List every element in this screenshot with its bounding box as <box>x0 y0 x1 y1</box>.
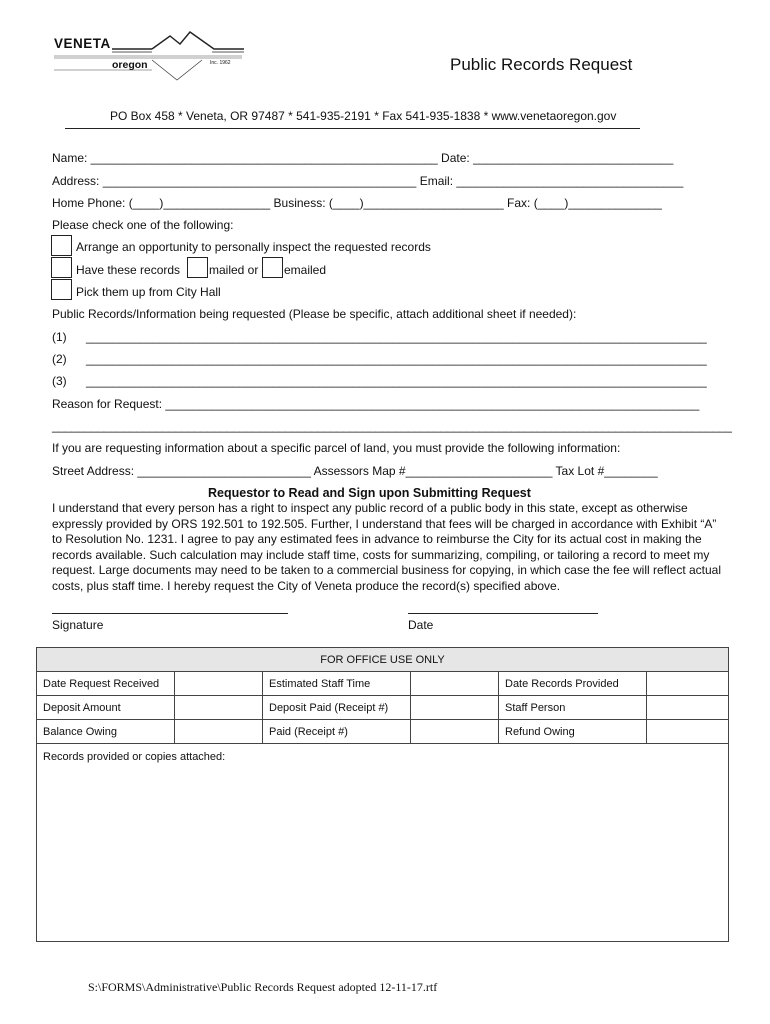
logo-inc: Inc. 1962 <box>210 60 231 66</box>
sign-heading: Requestor to Read and Sign upon Submitting Request <box>208 486 531 500</box>
inspect-option-label: Arrange an opportunity to personally inspect the requested records <box>76 240 431 254</box>
table-cell-input[interactable] <box>175 696 263 720</box>
logo-city: oregon <box>112 59 148 71</box>
records-provided-box[interactable] <box>36 743 729 942</box>
have-records-checkbox[interactable] <box>51 257 72 278</box>
request-item-line[interactable]: _____________________________________________________________________________________________ <box>86 352 707 366</box>
request-item-number: (3) <box>52 374 67 388</box>
table-cell-input[interactable] <box>647 720 729 744</box>
office-use-header: FOR OFFICE USE ONLY <box>37 648 729 672</box>
table-cell-input[interactable] <box>411 720 499 744</box>
pickup-checkbox[interactable] <box>51 279 72 300</box>
sign-paragraph: I understand that every person has a right to inspect any public record of a public body in this state, except as otherwise expressly provided by ORS 192.501 to 192.505. Further, I understand that fees will be charged in accordance with Exhibit “A” to Resolution No. 1231. I agree to pay any estimated fees in advance to reimburse the City for its actual cost in making the records available. Such calculation may include staff time, costs for summarizing, compiling, or tailoring a record to meet my request. Large documents may need to be taken to a commercial business for copying, in which case the fee will reflect actual costs, plus staff time. I hereby request the City of Veneta produce the record(s) specified above. <box>52 501 722 593</box>
header-divider <box>65 128 640 129</box>
address-email-field[interactable]: Address: _______________________________________________ Email: __________________________________ <box>52 174 684 188</box>
table-cell-label: Refund Owing <box>499 720 647 744</box>
mailed-checkbox[interactable] <box>187 257 208 278</box>
table-cell-input[interactable] <box>411 696 499 720</box>
page-title: Public Records Request <box>450 55 633 74</box>
table-cell-input[interactable] <box>175 672 263 696</box>
parcel-fields[interactable]: Street Address: __________________________ Assessors Map #______________________ Tax Lot #________ <box>52 464 658 478</box>
office-use-table <box>36 647 729 744</box>
table-cell-label: Deposit Paid (Receipt #) <box>263 696 411 720</box>
have-records-label: Have these records <box>76 263 181 277</box>
name-date-field[interactable]: Name: ____________________________________________________ Date: ______________________________ <box>52 151 674 165</box>
pickup-option-label: Pick them up from City Hall <box>76 285 221 299</box>
table-cell-label: Estimated Staff Time <box>263 672 411 696</box>
inspect-checkbox[interactable] <box>51 235 72 256</box>
parcel-prompt: If you are requesting information about a specific parcel of land, you must provide the following information: <box>52 441 621 455</box>
reason-field[interactable]: Reason for Request: ________________________________________________________________________________ <box>52 397 700 411</box>
date-label: Date <box>408 618 434 632</box>
check-prompt: Please check one of the following: <box>52 218 234 232</box>
request-item-line[interactable]: _____________________________________________________________________________________________ <box>86 330 707 344</box>
request-item-number: (1) <box>52 330 67 344</box>
veneta-logo <box>52 30 247 82</box>
contact-line: PO Box 458 * Veneta, OR 97487 * 541-935-2191 * Fax 541-935-1838 * www.venetaoregon.gov <box>110 109 617 123</box>
records-provided-label: Records provided or copies attached: <box>43 751 226 763</box>
mailed-label: mailed or <box>209 263 259 277</box>
logo-name: VENETA <box>54 36 111 51</box>
records-prompt: Public Records/Information being requested (Please be specific, attach additional sheet if needed): <box>52 307 577 321</box>
request-item-line[interactable]: _____________________________________________________________________________________________ <box>86 374 707 388</box>
emailed-checkbox[interactable] <box>262 257 283 278</box>
request-item-number: (2) <box>52 352 67 366</box>
table-cell-label: Staff Person <box>499 696 647 720</box>
table-row <box>37 720 729 744</box>
table-cell-label: Deposit Amount <box>37 696 175 720</box>
signature-label: Signature <box>52 618 104 632</box>
table-cell-input[interactable] <box>647 672 729 696</box>
table-cell-label: Paid (Receipt #) <box>263 720 411 744</box>
signature-line[interactable] <box>52 613 288 614</box>
emailed-label: emailed <box>284 263 327 277</box>
table-row <box>37 696 729 720</box>
table-cell-input[interactable] <box>175 720 263 744</box>
table-cell-label: Date Records Provided <box>499 672 647 696</box>
table-cell-input[interactable] <box>411 672 499 696</box>
table-cell-label: Balance Owing <box>37 720 175 744</box>
table-cell-label: Date Request Received <box>37 672 175 696</box>
phone-fields[interactable]: Home Phone: (____)________________ Business: (____)_____________________ Fax: (____)______________ <box>52 196 662 210</box>
file-path-footer: S:\FORMS\Administrative\Public Records Request adopted 12-11-17.rtf <box>88 980 438 994</box>
table-cell-input[interactable] <box>647 696 729 720</box>
reason-field-continued[interactable]: _________________________________________________________________________________________________________ <box>52 419 732 433</box>
table-row <box>37 672 729 696</box>
date-line[interactable] <box>408 613 598 614</box>
